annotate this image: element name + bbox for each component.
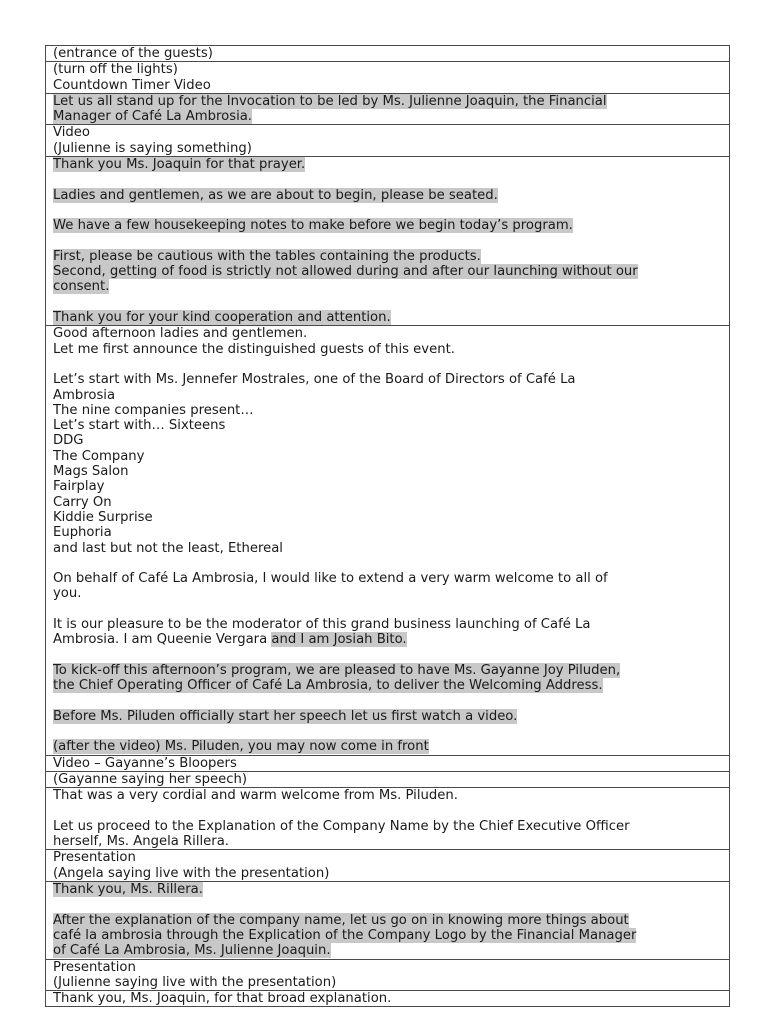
script-line — [53, 218, 729, 233]
script-line-text: Euphoria — [53, 525, 112, 541]
script-line — [53, 46, 729, 61]
script-line — [53, 310, 729, 325]
script-row — [46, 157, 730, 326]
script-line — [53, 94, 729, 109]
script-line-text: Let us all stand up for the Invocation to be led by Ms. Julienne Joaquin, the Financial — [53, 93, 607, 109]
script-line-text: Kiddie Surprise — [53, 509, 153, 525]
script-line-text: The nine companies present… — [53, 402, 254, 418]
script-line — [53, 464, 729, 479]
script-line — [53, 975, 729, 990]
script-line — [53, 525, 729, 540]
script-line-text: Ambrosia — [53, 387, 116, 403]
script-line — [53, 804, 729, 819]
script-row — [46, 788, 730, 850]
script-line — [53, 602, 729, 617]
script-line-text: Ambrosia. I am Queenie Vergara — [53, 632, 272, 648]
script-line-text: Countdown Timer Video — [53, 77, 211, 93]
script-line — [53, 724, 729, 739]
script-line-text: herself, Ms. Angela Rillera. — [53, 834, 229, 850]
script-line — [53, 913, 729, 928]
script-line-text: DDG — [53, 433, 84, 449]
script-line-text: (entrance of the guests) — [53, 46, 213, 61]
script-line — [53, 866, 729, 881]
script-row — [46, 326, 730, 755]
script-line — [53, 617, 729, 632]
script-line — [53, 403, 729, 418]
script-line — [53, 109, 729, 124]
script-line — [53, 234, 729, 249]
script-line — [53, 772, 729, 787]
script-line — [53, 850, 729, 865]
script-row — [46, 882, 730, 959]
script-line-text: Mags Salon — [53, 464, 129, 480]
script-line-text: To kick-off this afternoon’s program, we are pleased to have Ms. Gayanne Joy Piluden, — [53, 662, 621, 678]
script-line-text: That was a very cordial and warm welcome from Ms. Piluden. — [53, 788, 458, 804]
script-line — [53, 357, 729, 372]
script-line-text: consent. — [53, 279, 110, 295]
script-cell — [46, 62, 730, 94]
script-cell — [46, 326, 730, 755]
script-line-text: We have a few housekeeping notes to make before we begin today’s program. — [53, 218, 573, 234]
script-line-text: Video — [53, 125, 90, 141]
script-row — [46, 850, 730, 882]
script-line-text: (after the video) Ms. Piluden, you may now come in front — [53, 739, 429, 755]
script-line — [53, 571, 729, 586]
script-line — [53, 495, 729, 510]
script-cell — [46, 959, 730, 991]
script-line — [53, 693, 729, 708]
script-line — [53, 372, 729, 387]
script-line-text: Before Ms. Piluden officially start her speech let us first watch a video. — [53, 708, 518, 724]
script-table-body — [46, 46, 730, 1007]
script-line-text: Good afternoon ladies and gentlemen. — [53, 326, 308, 342]
script-line-text: and last but not the least, Ethereal — [53, 540, 283, 556]
script-line — [53, 326, 729, 341]
script-line — [53, 433, 729, 448]
script-line-text: (Angela saying live with the presentation) — [53, 865, 330, 881]
script-line — [53, 78, 729, 93]
script-cell — [46, 991, 730, 1007]
script-line — [53, 295, 729, 310]
script-line — [53, 510, 729, 525]
script-row — [46, 755, 730, 771]
script-line — [53, 479, 729, 494]
script-row — [46, 125, 730, 157]
script-line-text: café la ambrosia through the Explication of the Company Logo by the Financial Manager — [53, 927, 637, 943]
script-line-text: of Café La Ambrosia, Ms. Julienne Joaquin. — [53, 943, 331, 959]
script-row — [46, 46, 730, 62]
script-line-text: It is our pleasure to be the moderator of this grand business launching of Café La — [53, 616, 591, 632]
script-line — [53, 819, 729, 834]
script-line — [53, 632, 729, 647]
script-line-text: the Chief Operating Officer of Café La Ambrosia, to deliver the Welcoming Address. — [53, 678, 603, 694]
script-line — [53, 62, 729, 77]
script-cell — [46, 882, 730, 959]
script-line — [53, 418, 729, 433]
script-line — [53, 991, 729, 1006]
script-line-text: Thank you, Ms. Rillera. — [53, 882, 203, 898]
script-line-text: Let’s start with Ms. Jennefer Mostrales, one of the Board of Directors of Café La — [53, 372, 576, 388]
script-cell — [46, 850, 730, 882]
script-line — [53, 249, 729, 264]
script-line — [53, 709, 729, 724]
script-cell — [46, 157, 730, 326]
script-line — [53, 388, 729, 403]
script-line — [53, 788, 729, 803]
script-line — [53, 928, 729, 943]
script-line — [53, 834, 729, 849]
script-line — [53, 943, 729, 958]
script-line-text: Video – Gayanne’s Bloopers — [53, 755, 237, 771]
script-row — [46, 959, 730, 991]
script-cell — [46, 755, 730, 771]
script-line — [53, 203, 729, 218]
script-line — [53, 586, 729, 601]
script-row — [46, 62, 730, 94]
script-line-text: (Julienne saying live with the presentation) — [53, 974, 337, 990]
script-line — [53, 264, 729, 279]
script-line-text: Carry On — [53, 494, 112, 510]
script-cell — [46, 771, 730, 787]
script-line — [53, 172, 729, 187]
script-cell — [46, 93, 730, 125]
script-row — [46, 991, 730, 1007]
script-line — [53, 897, 729, 912]
script-line — [53, 342, 729, 357]
script-line-text: (Gayanne saying her speech) — [53, 771, 248, 787]
script-line — [53, 882, 729, 897]
script-line-text: Presentation — [53, 959, 136, 975]
script-line — [53, 157, 729, 172]
script-cell — [46, 46, 730, 62]
program-script-table — [45, 45, 730, 1007]
script-cell — [46, 788, 730, 850]
script-line — [53, 188, 729, 203]
script-row — [46, 93, 730, 125]
script-line-text: First, please be cautious with the tables containing the products. — [53, 248, 481, 264]
script-line-text: Thank you Ms. Joaquin for that prayer. — [53, 157, 306, 173]
script-line-text: On behalf of Café La Ambrosia, I would like to extend a very warm welcome to all of — [53, 571, 608, 587]
script-line — [53, 756, 729, 771]
script-line — [53, 663, 729, 678]
script-line-text: (turn off the lights) — [53, 62, 178, 78]
script-line-text: After the explanation of the company name, let us go on in knowing more things about — [53, 912, 629, 928]
script-line-text: Presentation — [53, 850, 136, 866]
script-line — [53, 739, 729, 754]
script-line — [53, 279, 729, 294]
script-row — [46, 771, 730, 787]
script-line — [53, 141, 729, 156]
script-line — [53, 648, 729, 663]
script-line — [53, 125, 729, 140]
script-line — [53, 556, 729, 571]
script-line-text: Ladies and gentlemen, as we are about to begin, please be seated. — [53, 187, 498, 203]
script-line-text: Thank you, Ms. Joaquin, for that broad explanation. — [53, 991, 392, 1007]
script-line — [53, 449, 729, 464]
script-line — [53, 678, 729, 693]
script-line-text: Manager of Café La Ambrosia. — [53, 109, 253, 125]
script-line-text: Let us proceed to the Explanation of the Company Name by the Chief Executive Officer — [53, 818, 630, 834]
script-line-text: you. — [53, 586, 82, 602]
script-line-text: Let me first announce the distinguished guests of this event. — [53, 341, 455, 357]
script-line-text: Second, getting of food is strictly not allowed during and after our launching without our — [53, 264, 638, 280]
script-line-text: Let’s start with… Sixteens — [53, 418, 226, 434]
script-line-text: The Company — [53, 448, 145, 464]
script-line — [53, 960, 729, 975]
script-cell — [46, 125, 730, 157]
script-line-text: (Julienne is saying something) — [53, 140, 252, 156]
script-line — [53, 541, 729, 556]
script-line-text: Thank you for your kind cooperation and attention. — [53, 310, 391, 326]
script-line-text: Fairplay — [53, 479, 105, 495]
script-line-highlight: and I am Josiah Bito. — [271, 632, 407, 648]
